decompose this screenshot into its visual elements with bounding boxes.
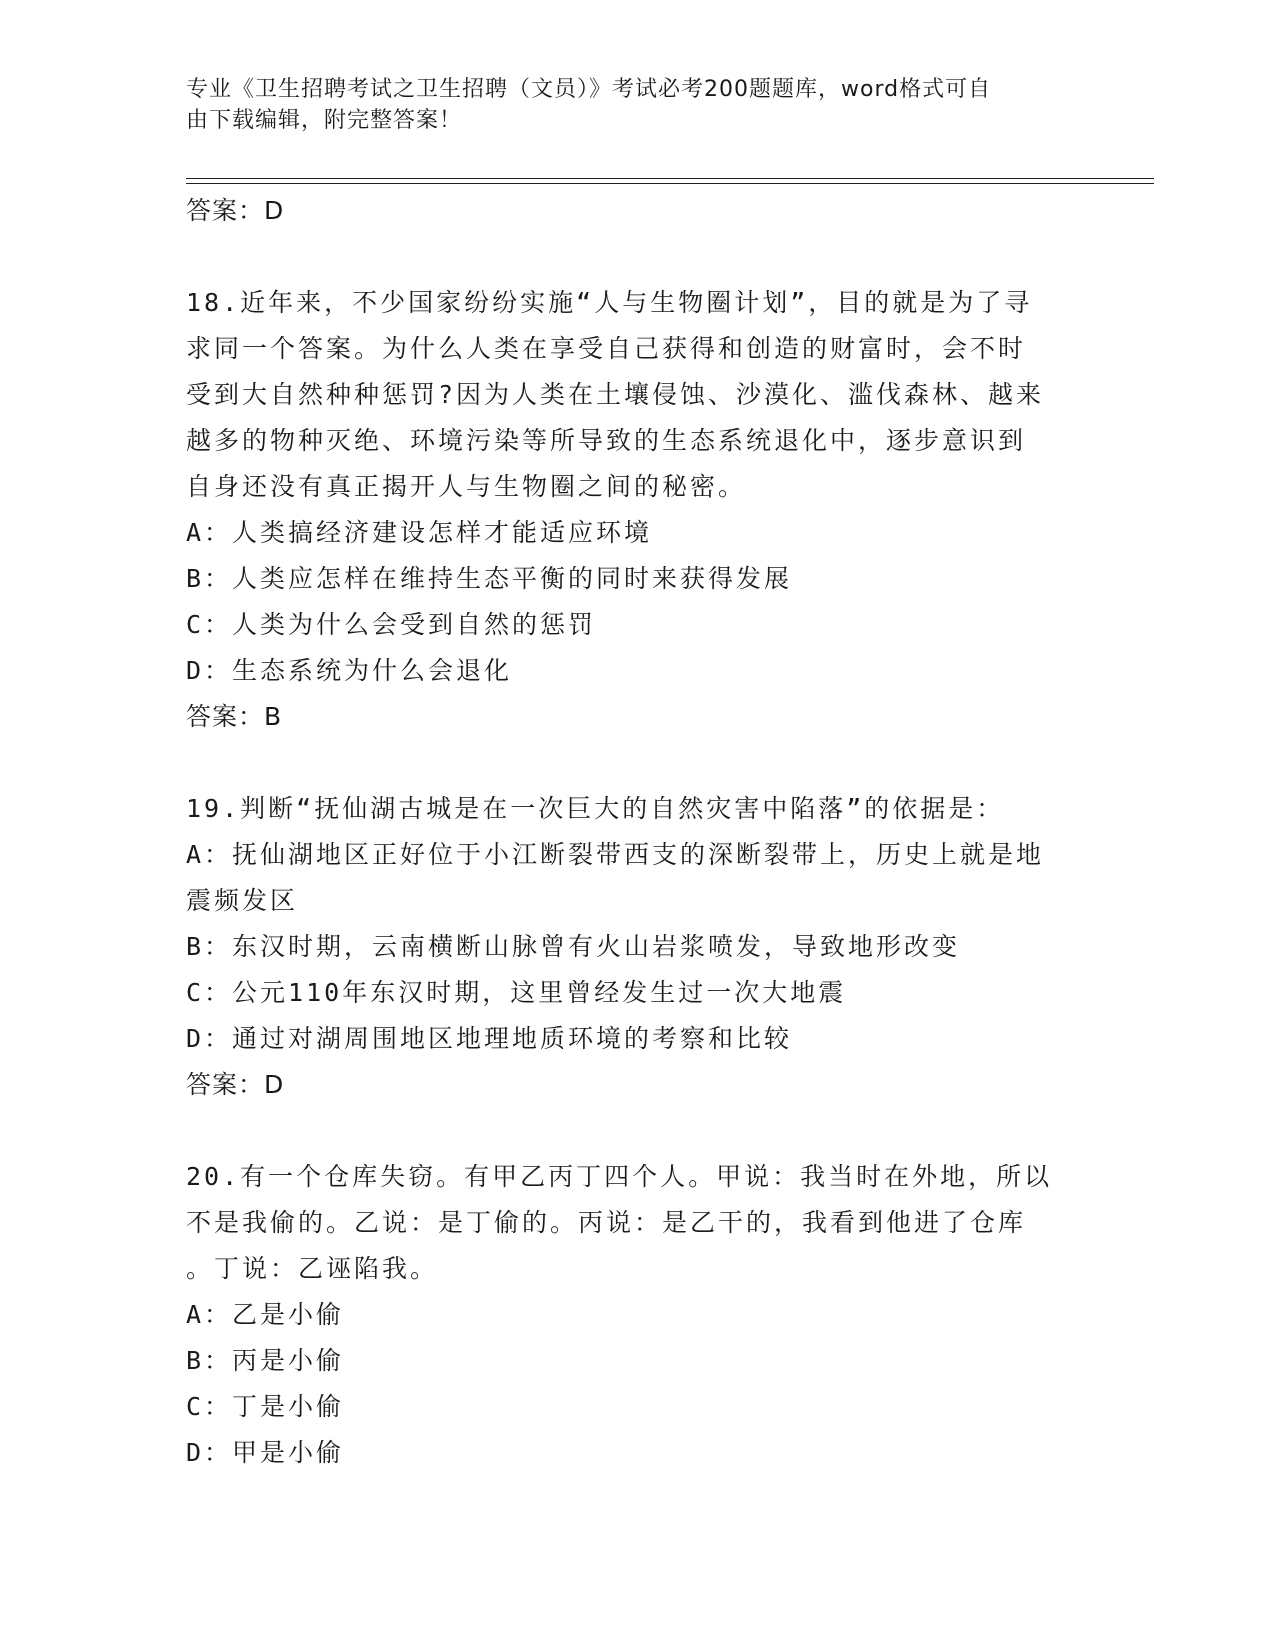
- option-d: D：甲是小偷: [186, 1438, 345, 1467]
- option-c: C：丁是小偷: [186, 1392, 345, 1421]
- header-rule-top: [186, 178, 1154, 179]
- question-answer: 答案：B: [186, 702, 283, 731]
- question-stem-line: 受到大自然种种惩罚?因为人类在土壤侵蚀、沙漠化、滥伐森林、越来: [186, 380, 1045, 409]
- question-stem-line: 19.判断“抚仙湖古城是在一次巨大的自然灾害中陷落”的依据是：: [186, 794, 1005, 823]
- option-d: D：通过对湖周围地区地理地质环境的考察和比较: [186, 1024, 793, 1053]
- question-stem-line: 越多的物种灭绝、环境污染等所导致的生态系统退化中，逐步意识到: [186, 426, 1027, 455]
- option-d: D：生态系统为什么会退化: [186, 656, 513, 685]
- question-stem-line: 自身还没有真正揭开人与生物圈之间的秘密。: [186, 472, 747, 501]
- option-a: A：人类搞经济建设怎样才能适应环境: [186, 518, 653, 547]
- question-stem-line: 20.有一个仓库失窃。有甲乙丙丁四个人。甲说：我当时在外地，所以: [186, 1162, 1053, 1191]
- option-b: B：人类应怎样在维持生态平衡的同时来获得发展: [186, 564, 793, 593]
- question-answer: 答案：D: [186, 1070, 285, 1099]
- question-19: [186, 786, 1086, 1108]
- option-a: A：乙是小偷: [186, 1300, 345, 1329]
- question-stem-line: 不是我偷的。乙说：是丁偷的。丙说：是乙干的，我看到他进了仓库: [186, 1208, 1027, 1237]
- question-stem-line: 。丁说：乙诬陷我。: [186, 1254, 439, 1283]
- header-rule-bottom: [186, 183, 1154, 184]
- spacer: [186, 1108, 1086, 1154]
- header-line-1: 专业《卫生招聘考试之卫生招聘（文员）》考试必考200题题库，word格式可自: [186, 77, 992, 102]
- option-c: C：公元110年东汉时期，这里曾经发生过一次大地震: [186, 978, 847, 1007]
- option-b: B：丙是小偷: [186, 1346, 345, 1375]
- document-body: [186, 188, 1086, 1476]
- question-18: [186, 280, 1086, 740]
- option-c: C：人类为什么会受到自然的惩罚: [186, 610, 597, 639]
- previous-answer: 答案：D: [186, 196, 285, 225]
- option-b: B：东汉时期，云南横断山脉曾有火山岩浆喷发，导致地形改变: [186, 932, 961, 961]
- header-line-2: 由下载编辑，附完整答案！: [186, 108, 463, 133]
- spacer: [186, 740, 1086, 786]
- option-a-continued: 震频发区: [186, 886, 299, 915]
- question-20: [186, 1154, 1086, 1476]
- question-stem-line: 求同一个答案。为什么人类在享受自己获得和创造的财富时，会不时: [186, 334, 1027, 363]
- option-a: A：抚仙湖地区正好位于小江断裂带西支的深断裂带上，历史上就是地: [186, 840, 1045, 869]
- document-header: [186, 74, 1086, 136]
- question-stem-line: 18.近年来，不少国家纷纷实施“人与生物圈计划”，目的就是为了寻: [186, 288, 1033, 317]
- spacer: [186, 234, 1086, 280]
